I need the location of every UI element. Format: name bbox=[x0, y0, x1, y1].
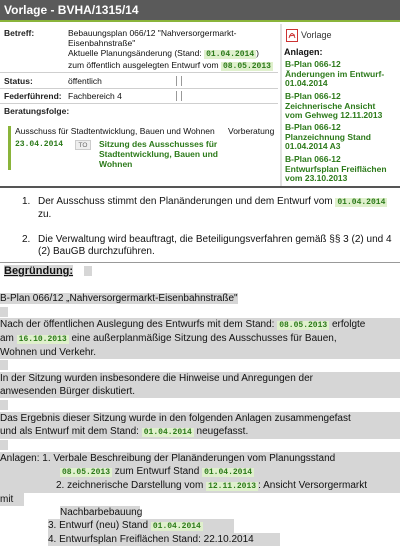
anlagen-line2-text: zum Entwurf Stand bbox=[112, 466, 203, 477]
anlagen-date-1: 08.05.2013 bbox=[62, 468, 111, 477]
column-divider bbox=[280, 24, 282, 186]
beschluss-1-date: 01.04.2014 bbox=[337, 198, 386, 207]
betreff-line3-text: Aktuelle Planungsänderung (Stand: bbox=[68, 48, 205, 58]
attachment-2-line1: B-Plan 066-12 bbox=[285, 91, 341, 101]
p2-line2-text: eine außerplanmäßige Sitzung des Ausschusses für Bauen, bbox=[68, 333, 337, 344]
anlagen-date-4: 01.04.2014 bbox=[152, 522, 201, 531]
beschlussvorschlag bbox=[0, 186, 400, 262]
p2-date-1: 08.05.2013 bbox=[279, 321, 328, 330]
betreff-date-2: 08.05.2013 bbox=[222, 62, 271, 71]
federfuehrend-label: Federführend: bbox=[4, 91, 62, 101]
anlagen-line3 bbox=[0, 479, 400, 493]
beschluss-1-end: zu. bbox=[38, 209, 52, 220]
beratung-gremium: Ausschuss für Stadtentwicklung, Bauen und Wohnen bbox=[15, 126, 215, 136]
page-header bbox=[0, 0, 400, 22]
begruendung-p2-line1 bbox=[0, 318, 400, 332]
attachment-link-3[interactable] bbox=[285, 123, 397, 152]
p2-line2-start: am bbox=[0, 333, 17, 344]
anlagen-line3-text: 2. zeichnerische Darstellung vom bbox=[56, 480, 207, 491]
pdf-icon[interactable] bbox=[286, 29, 298, 42]
federfuehrend-value: Fachbereich 4 bbox=[68, 91, 122, 101]
status-label: Status: bbox=[4, 76, 33, 86]
p4-line2-text: und als Entwurf mit dem Stand: bbox=[0, 426, 142, 437]
p2-line1-end: erfolgte bbox=[329, 319, 366, 330]
anlagen-line6 bbox=[48, 519, 234, 533]
anlagen-line2 bbox=[0, 465, 400, 479]
begruendung-title: Begründung: bbox=[4, 265, 74, 277]
beschluss-1-body: Der Ausschuss stimmt den Planänderungen und dem Entwurf vom bbox=[38, 196, 336, 207]
begruendung-p4-line2 bbox=[0, 425, 400, 439]
betreff-line3-end: ) bbox=[256, 48, 259, 58]
beratung-rolle: Vorberatung bbox=[228, 126, 275, 136]
beschluss-1-number: 1. bbox=[22, 196, 31, 207]
anlagen-line5: Nachbarbebauung bbox=[60, 507, 143, 518]
betreff-date-1: 01.04.2014 bbox=[206, 50, 255, 59]
attachment-3-line1: B-Plan 066-12 bbox=[285, 122, 341, 132]
beratungsfolge-table bbox=[8, 126, 220, 170]
beratungsfolge-label: Beratungsfolge: bbox=[4, 106, 70, 116]
attachment-2-line2: Zeichnerische Ansicht bbox=[285, 100, 376, 111]
beschluss-2-text bbox=[38, 234, 398, 258]
p2-date-2: 16.10.2013 bbox=[18, 335, 67, 344]
beratung-sitzung-link[interactable]: Sitzung des Ausschusses für Stadtentwicklung, Bauen und Wohnen bbox=[99, 139, 219, 169]
betreff-line1: Bebauungsplan 066/12 "Nahversorgermarkt- bbox=[68, 28, 237, 38]
beschluss-1-text bbox=[38, 196, 394, 221]
attachment-4-line1: B-Plan 066-12 bbox=[285, 154, 341, 164]
beschluss-2-number: 2. bbox=[22, 234, 31, 245]
vorlage-link[interactable]: Vorlage bbox=[301, 30, 332, 40]
attachment-3-line2: Planzeichnung Stand bbox=[285, 131, 371, 142]
begruendung-p1-text: B-Plan 066/12 „Nahversorgermarkt-Eisenbahnstraße" bbox=[0, 293, 238, 304]
beschluss-2-line2: (2) BauGB durchzuführen. bbox=[38, 246, 155, 257]
betreff-line2: Eisenbahnstraße" bbox=[68, 38, 136, 48]
begruendung-p3-line1: In der Sitzung wurden insbesondere die Hinweise und Anregungen der bbox=[0, 372, 400, 385]
begruendung-p3-line2: anwesenden Bürger diskutiert. bbox=[0, 385, 400, 398]
grey-marker bbox=[0, 440, 8, 450]
p2-line1-text: Nach der öffentlichen Auslegung des Entwurfs mit dem Stand: bbox=[0, 319, 278, 330]
attachment-1-line1: B-Plan 066-12 bbox=[285, 59, 341, 69]
betreff-value bbox=[68, 28, 273, 72]
grey-marker bbox=[0, 307, 8, 317]
anlagen-line7: 4. Entwurfsplan Freiflächen Stand: 22.10.2014 bbox=[48, 533, 280, 546]
row-divider bbox=[0, 88, 278, 89]
betreff-line4 bbox=[68, 60, 273, 72]
begruendung-p3 bbox=[0, 372, 400, 398]
begruendung-p4 bbox=[0, 412, 400, 439]
begruendung-p1 bbox=[0, 292, 238, 305]
begruendung-p4-line1: Das Ergebnis dieser Sitzung wurde in den folgenden Anlagen zusammengefast bbox=[0, 412, 400, 425]
attachment-link-4[interactable] bbox=[285, 155, 397, 184]
page-title: Vorlage - BVHA/1315/14 bbox=[4, 3, 139, 17]
attachment-1-line2: Änderungen im Entwurf- bbox=[285, 68, 385, 79]
status-marker bbox=[176, 76, 182, 86]
federfuehrend-marker bbox=[176, 91, 182, 101]
p4-line2-end: neugefasst. bbox=[193, 426, 249, 437]
anlagen-date-3: 12.11.2013 bbox=[208, 482, 257, 491]
anlagen-date-2: 01.04.2014 bbox=[204, 468, 253, 477]
attachment-4-line3: vom 23.10.2013 bbox=[285, 173, 348, 184]
beratung-date: 23.04.2014 bbox=[15, 140, 64, 149]
anlagen-line1: Anlagen: 1. Verbale Beschreibung der Planänderungen vom Planungsstand bbox=[0, 452, 400, 465]
grey-marker bbox=[0, 400, 8, 410]
grey-marker bbox=[84, 266, 92, 276]
anlagen-label: Anlagen: bbox=[284, 47, 323, 57]
begruendung-anlagen bbox=[0, 452, 400, 546]
beratung-to-badge[interactable]: TO bbox=[75, 140, 91, 150]
row-divider bbox=[0, 103, 278, 104]
begruendung-p2-line2 bbox=[0, 332, 400, 346]
attachment-link-2[interactable] bbox=[285, 92, 397, 121]
beschluss-2-line1: Die Verwaltung wird beauftragt, die Beteiligungsverfahren gemäß §§ 3 (2) und 4 bbox=[38, 234, 392, 245]
p4-date: 01.04.2014 bbox=[143, 428, 192, 437]
status-value: öffentlich bbox=[68, 76, 102, 86]
begruendung-p2 bbox=[0, 318, 400, 359]
betreff-line3 bbox=[68, 48, 273, 60]
anlagen-line4: mit bbox=[0, 493, 24, 506]
row-divider bbox=[0, 72, 278, 73]
anlagen-line3-end: : Ansicht Versorgermarkt bbox=[258, 480, 368, 491]
attachment-4-line2: Entwurfsplan Freiflächen bbox=[285, 163, 387, 174]
section-divider bbox=[0, 262, 400, 263]
grey-marker bbox=[0, 360, 8, 370]
begruendung-p2-line3: Wohnen und Verkehr. bbox=[0, 346, 400, 359]
attachment-3-line3: 01.04.2014 A3 bbox=[285, 141, 341, 152]
anlagen-line6-text: 3. Entwurf (neu) Stand bbox=[48, 520, 151, 531]
betreff-line4-text: zum öffentlich ausgelegten Entwurf vom bbox=[68, 60, 221, 70]
attachment-2-line3: vom Gehweg 12.11.2013 bbox=[285, 110, 383, 121]
attachment-link-1[interactable] bbox=[285, 60, 397, 89]
attachment-1-line3: 01.04.2014 bbox=[285, 78, 328, 89]
betreff-label: Betreff: bbox=[4, 28, 35, 38]
